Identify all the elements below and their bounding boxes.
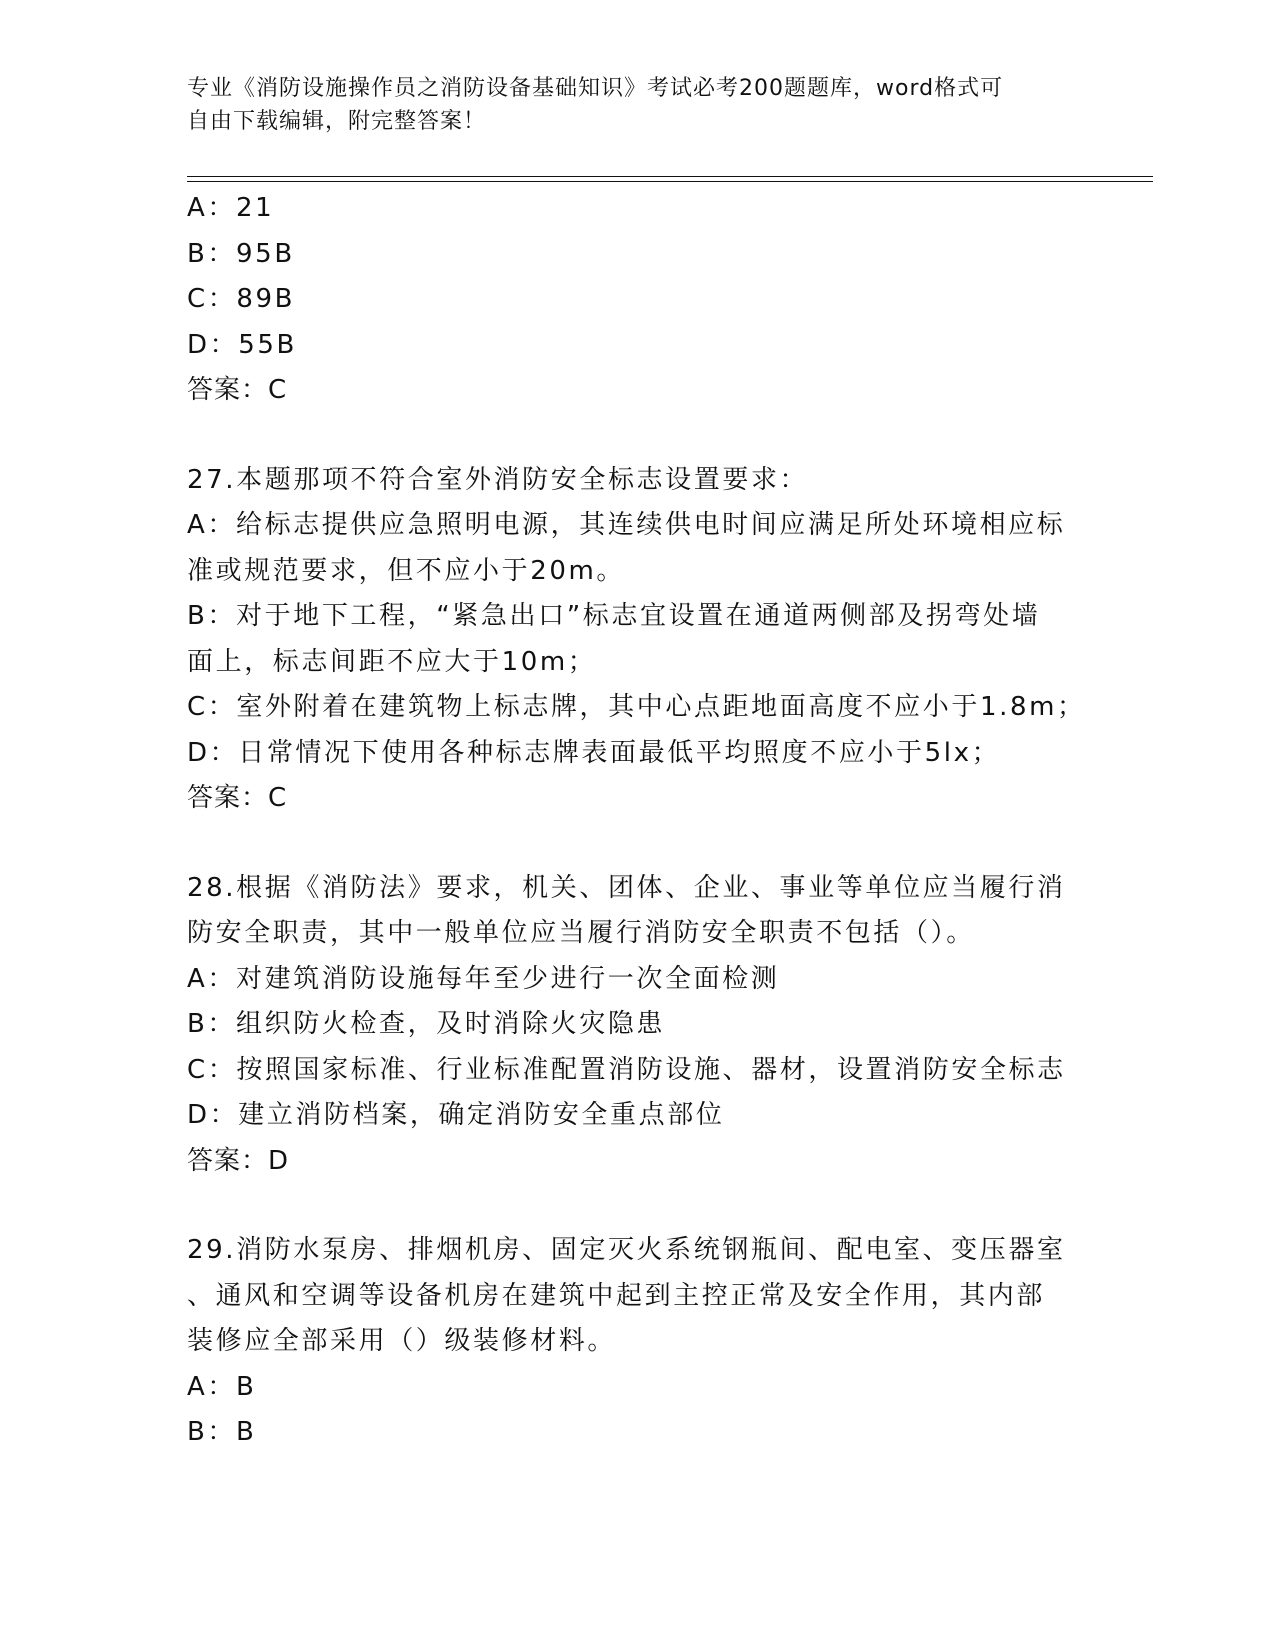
option-a: A：B <box>187 1371 257 1402</box>
answer-line: 答案：D <box>187 1145 290 1176</box>
option-a: A：21 <box>187 193 275 223</box>
option-b-line-2: 面上，标志间距不应大于10m； <box>187 646 597 677</box>
document-header <box>187 72 1067 138</box>
option-c: C：按照国家标准、行业标准配置消防设施、器材，设置消防安全标志 <box>187 1054 1066 1085</box>
option-c: C：89B <box>187 284 296 314</box>
option-d: D：55B <box>187 329 297 360</box>
question-block-26 <box>187 186 1087 414</box>
option-a-line-1: A：给标志提供应急照明电源，其连续供电时间应满足所处环境相应标 <box>187 510 1066 540</box>
question-stem-line-1: 29.消防水泵房、排烟机房、固定灭火系统钢瓶间、配电室、变压器室 <box>187 1235 1066 1265</box>
option-c: C：室外附着在建筑物上标志牌，其中心点距地面高度不应小于1.8m； <box>187 692 1086 722</box>
question-stem-line-2: 防安全职责，其中一般单位应当履行消防安全职责不包括（）。 <box>187 918 975 948</box>
answer-line: 答案：C <box>187 375 288 405</box>
header-divider-top <box>187 176 1153 177</box>
header-line-1: 专业《消防设施操作员之消防设备基础知识》考试必考200题题库，word格式可 <box>187 76 1004 101</box>
question-block-28 <box>187 866 1087 1185</box>
spacer <box>187 822 1087 866</box>
option-d: D：日常情况下使用各种标志牌表面最低平均照度不应小于5lx； <box>187 737 1001 768</box>
question-block-27 <box>187 458 1087 822</box>
header-divider-bottom <box>187 181 1153 182</box>
option-b-line-1: B：对于地下工程，“紧急出口”标志宜设置在通道两侧部及拐弯处墙 <box>187 601 1041 631</box>
question-block-29 <box>187 1228 1087 1456</box>
question-stem-line-3: 装修应全部采用（）级装修材料。 <box>187 1326 617 1356</box>
spacer <box>187 414 1087 458</box>
option-b: B：B <box>187 1417 257 1447</box>
question-stem-line-1: 28.根据《消防法》要求，机关、团体、企业、事业等单位应当履行消 <box>187 872 1066 903</box>
question-stem-line-2: 、通风和空调等设备机房在建筑中起到主控正常及安全作用，其内部 <box>187 1280 1046 1311</box>
option-a: A：对建筑消防设施每年至少进行一次全面检测 <box>187 963 780 994</box>
option-a-line-2: 准或规范要求，但不应小于20m。 <box>187 555 626 586</box>
spacer <box>187 1184 1087 1228</box>
document-body <box>187 186 1087 1456</box>
answer-line: 答案：C <box>187 783 288 813</box>
option-d: D：建立消防档案，确定消防安全重点部位 <box>187 1100 725 1130</box>
option-b: B：95B <box>187 238 295 269</box>
header-line-2: 自由下载编辑，附完整答案！ <box>187 109 487 134</box>
option-b: B：组织防火检查，及时消除火灾隐患 <box>187 1009 666 1039</box>
question-stem: 27.本题那项不符合室外消防安全标志设置要求： <box>187 464 809 495</box>
